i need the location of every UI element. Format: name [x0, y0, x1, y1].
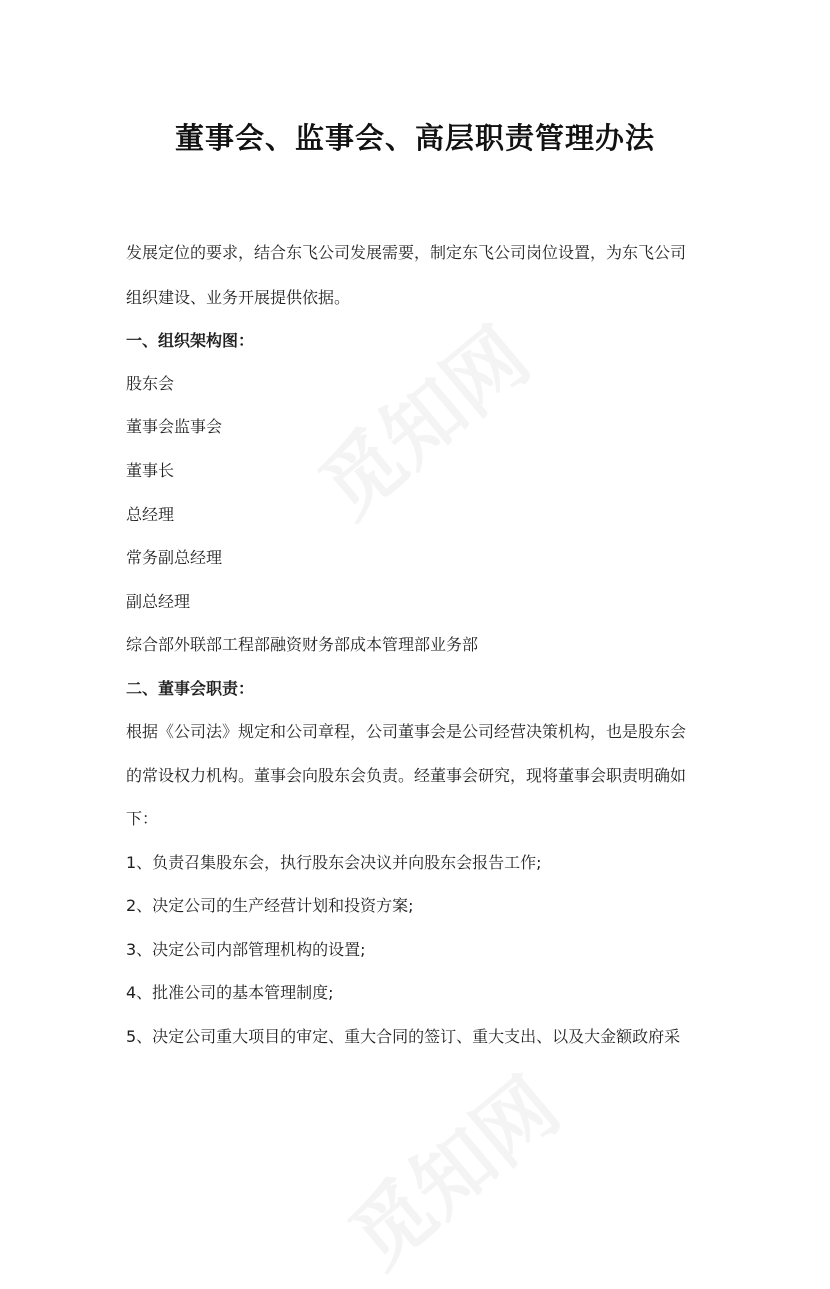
- section-heading-board-duties: 二、董事会职责：: [126, 679, 255, 698]
- paragraph-line: 的常设权力机构。董事会向股东会负责。经董事会研究，现将董事会职责明确如: [126, 766, 687, 785]
- document-title: 董事会、监事会、高层职责管理办法: [174, 121, 655, 155]
- org-item-general-manager: 总经理: [126, 505, 175, 524]
- paragraph-line: 根据《公司法》规定和公司章程，公司董事会是公司经营决策机构，也是股东会: [126, 722, 687, 741]
- duty-item-2: 2、决定公司的生产经营计划和投资方案;: [126, 896, 414, 915]
- duty-item-1: 1、负责召集股东会，执行股东会决议并向股东会报告工作;: [126, 853, 542, 872]
- org-item-chairman: 董事长: [126, 461, 175, 480]
- org-item-executive-deputy-gm: 常务副总经理: [126, 548, 223, 567]
- org-item-deputy-gm: 副总经理: [126, 592, 191, 611]
- paragraph-line: 组织建设、业务开展提供依据。: [126, 288, 351, 307]
- org-item-boards: 董事会监事会: [126, 417, 223, 436]
- paragraph-line: 发展定位的要求，结合东飞公司发展需要，制定东飞公司岗位设置，为东飞公司: [126, 243, 687, 262]
- org-item-departments: 综合部外联部工程部融资财务部成本管理部业务部: [126, 635, 479, 654]
- org-item-shareholders-meeting: 股东会: [126, 374, 175, 393]
- section-heading-org-chart: 一、组织架构图：: [126, 331, 255, 350]
- duty-item-5: 5、决定公司重大项目的审定、重大合同的签订、重大支出、以及大金额政府采: [126, 1027, 681, 1046]
- duty-item-3: 3、决定公司内部管理机构的设置;: [126, 940, 366, 959]
- duty-item-4: 4、批准公司的基本管理制度;: [126, 983, 334, 1002]
- watermark: [291, 296, 549, 538]
- paragraph-line: 下：: [126, 809, 159, 828]
- watermark: [321, 1046, 579, 1288]
